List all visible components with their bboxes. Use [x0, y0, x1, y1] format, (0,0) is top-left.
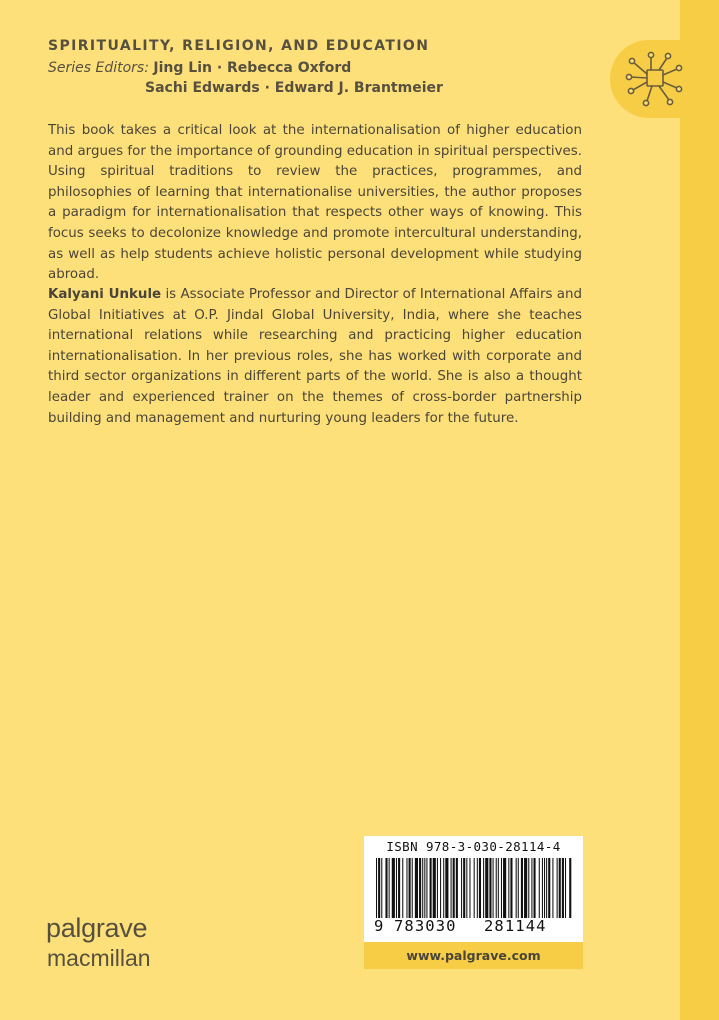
- book-description: This book takes a critical look at the internationalisation of higher education and argues for the importance of grounding education in spiritual perspectives. Using spiritual traditions to review the practices, programmes, and philosophies of learning that internationalise universities, the author proposes a paradigm for internationalisation that respects other ways of knowing. This focus seeks to decolonize knowledge and promote intercultural understanding, as well as help students achieve holistic personal development while studying abroad.: [48, 123, 582, 283]
- barcode-bar: [569, 858, 571, 918]
- barcode-bar: [521, 858, 523, 918]
- barcode-bar: [433, 858, 436, 918]
- barcode-bar: [378, 858, 380, 918]
- barcode-bar: [409, 858, 411, 918]
- barcode-bar: [469, 858, 470, 918]
- series-title: SPIRITUALITY, RELIGION, AND EDUCATION: [48, 38, 430, 54]
- barcode-bar: [456, 858, 458, 918]
- barcode-bar: [415, 858, 418, 918]
- barcode-bar: [539, 858, 540, 918]
- barcode-bar: [437, 858, 438, 918]
- barcode-bars: [376, 858, 572, 918]
- barcode-digits-right: 281144: [484, 917, 547, 935]
- barcode-bar: [398, 858, 400, 918]
- barcode-bar: [531, 858, 532, 918]
- barcode-bar: [376, 858, 377, 918]
- barcode-digit-first: 9: [374, 917, 384, 935]
- barcode-bar: [493, 858, 494, 918]
- barcode-bar: [557, 858, 558, 918]
- spine-strip: [680, 0, 719, 1020]
- barcode-bar: [483, 858, 484, 918]
- palgrave-circuit-logo-icon: [623, 48, 687, 110]
- barcode-bar: [426, 858, 427, 918]
- barcode-bar: [461, 858, 462, 918]
- barcode-bar: [501, 858, 502, 918]
- barcode-bar: [534, 858, 536, 918]
- barcode-bar: [479, 858, 481, 918]
- barcode-bar: [443, 858, 444, 918]
- barcode-bar: [528, 858, 529, 918]
- barcode-digits-left: 783030: [394, 917, 457, 935]
- barcode-bar: [516, 858, 517, 918]
- barcode-bar: [524, 858, 527, 918]
- barcode-bar: [412, 858, 413, 918]
- barcode-bar: [466, 858, 467, 918]
- barcode-bar: [552, 858, 553, 918]
- barcode-bar: [510, 858, 512, 918]
- website-url[interactable]: www.palgrave.com: [406, 948, 541, 963]
- isbn-label: ISBN 978-3-030-28114-4: [386, 839, 561, 854]
- barcode-bar: [424, 858, 425, 918]
- publisher-logo-line-2: macmillan: [47, 945, 151, 971]
- barcode-bar: [542, 858, 543, 918]
- series-editors-names-1: Jing Lin · Rebecca Oxford: [153, 60, 352, 76]
- barcode-bar: [430, 858, 432, 918]
- barcode-bar: [477, 858, 478, 918]
- author-bio-text: is Associate Professor and Director of International Affairs and Global Initiatives at O.P. Jindal Global University, India, where she teaches international relations while researching and practicing higher education internationalisation. In her previous roles, she has worked with corporate and third sector organizations in different parts of the world. She is also a thought leader and experienced trainer on the themes of cross-border partnership building and management and nurturing young leaders for the future.: [48, 287, 582, 426]
- barcode-bar: [546, 858, 547, 918]
- barcode-bar: [422, 858, 423, 918]
- barcode-bar: [489, 858, 491, 918]
- series-editors-prefix: Series Editors:: [48, 60, 149, 76]
- publisher-logo-line-1: palgrave: [46, 913, 148, 943]
- barcode-bar: [440, 858, 441, 918]
- barcode-bar: [381, 858, 382, 918]
- barcode-bar: [396, 858, 397, 918]
- barcode-bar: [496, 858, 497, 918]
- barcode-bar: [503, 858, 506, 918]
- barcode-bar: [445, 858, 448, 918]
- barcode: [364, 836, 583, 942]
- barcode-bar: [544, 858, 545, 918]
- barcode-bar: [498, 858, 499, 918]
- series-editors-names-2: Sachi Edwards · Edward J. Brantmeier: [145, 80, 443, 96]
- barcode-bar: [562, 858, 564, 918]
- barcode-bar: [548, 858, 550, 918]
- barcode-bar: [402, 858, 403, 918]
- barcode-bar: [559, 858, 561, 918]
- barcode-bar: [451, 858, 452, 918]
- author-name: Kalyani Unkule: [48, 287, 162, 302]
- author-bio: [48, 285, 582, 429]
- series-editors-line-1: [48, 60, 351, 76]
- barcode-bar: [518, 858, 519, 918]
- barcode-bar: [453, 858, 455, 918]
- barcode-bar: [485, 858, 488, 918]
- barcode-bar: [474, 858, 475, 918]
- barcode-bar: [406, 858, 407, 918]
- barcode-bar: [463, 858, 465, 918]
- barcode-bar: [385, 858, 387, 918]
- series-logo-tab: [610, 40, 719, 118]
- barcode-bar: [508, 858, 509, 918]
- barcode-bar: [419, 858, 421, 918]
- website-bar: [364, 942, 583, 969]
- barcode-bar: [392, 858, 395, 918]
- barcode-bar: [389, 858, 390, 918]
- barcode-bar: [565, 858, 566, 918]
